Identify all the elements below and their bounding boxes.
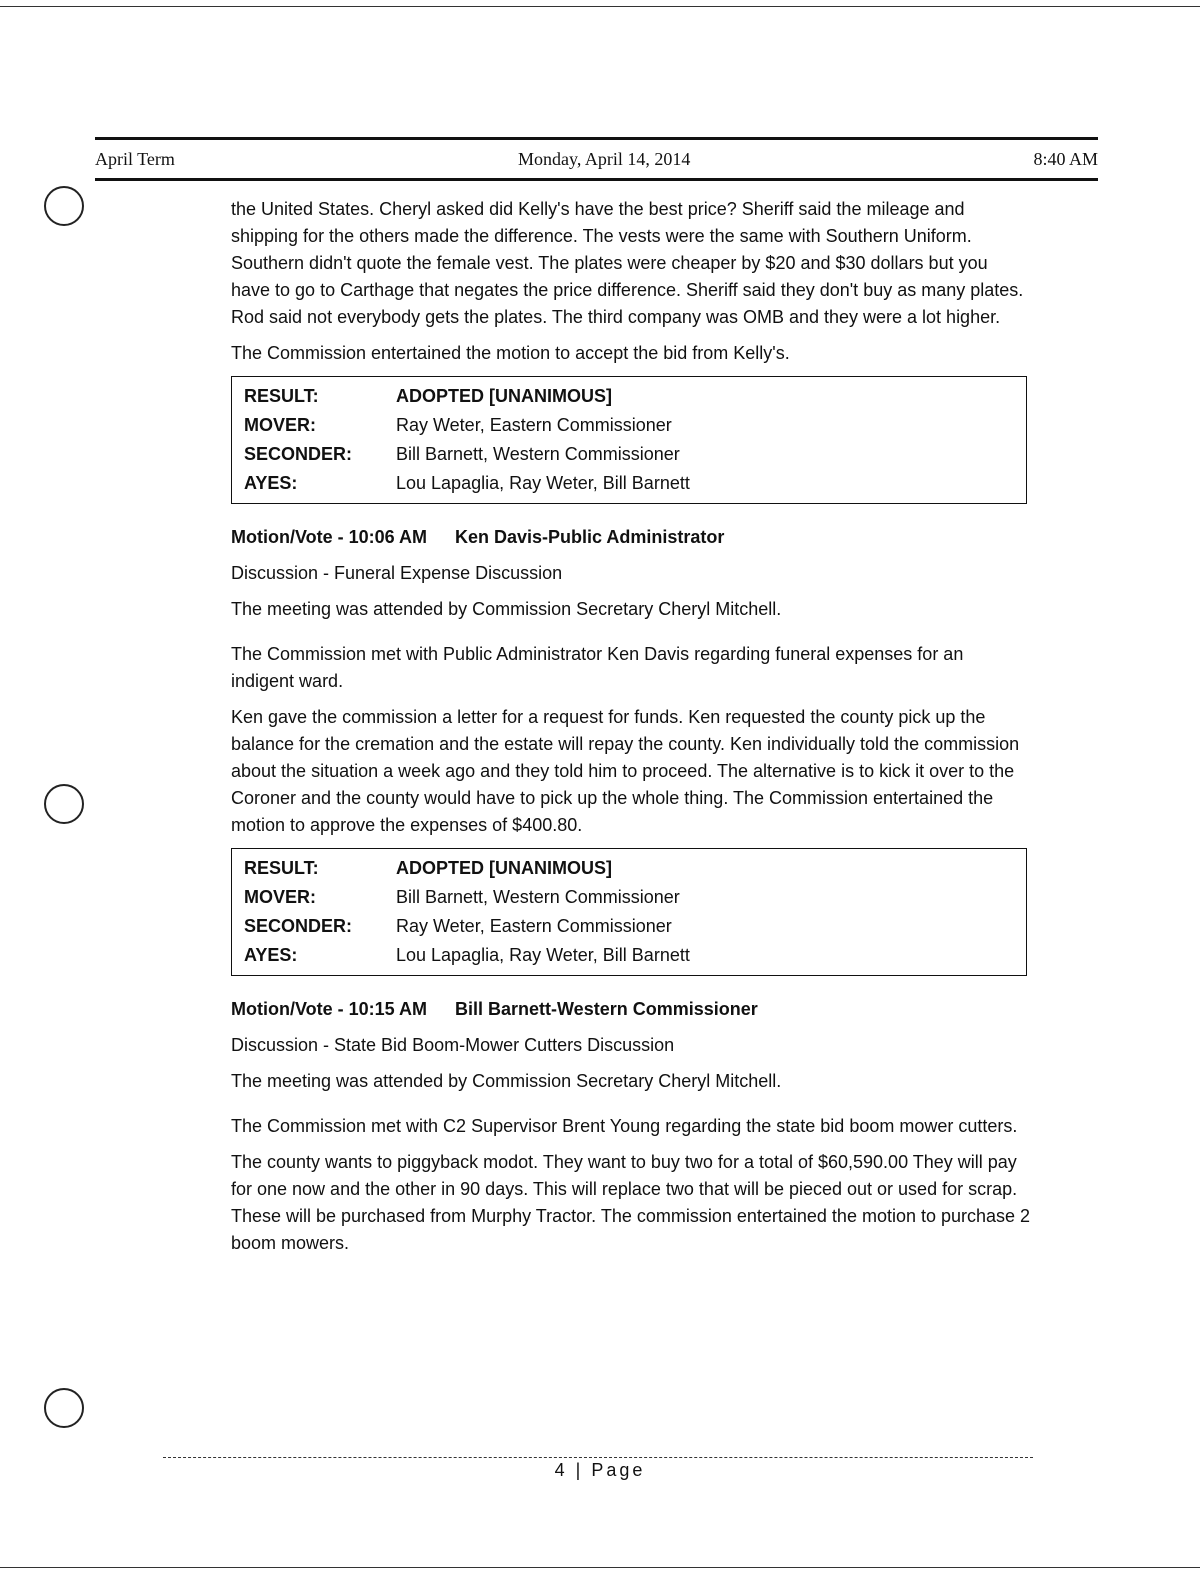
vote-seconder-value: Ray Weter, Eastern Commissioner	[396, 916, 672, 936]
section-paragraph: The Commission met with Public Administrator Ken Davis regarding funeral expenses for an indigent ward.	[231, 644, 964, 691]
vote-ayes-label: AYES:	[244, 473, 298, 493]
section-attended: The meeting was attended by Commission Secretary Cheryl Mitchell.	[231, 1071, 782, 1091]
header-date: Monday, April 14, 2014	[518, 148, 691, 169]
vote-ayes-row	[244, 469, 1014, 498]
vote-table-funeral-expense	[231, 848, 1027, 976]
scan-bottom-edge	[0, 1567, 1200, 1568]
vote-mover-row	[244, 411, 1014, 440]
vote-result-row	[244, 382, 1014, 411]
vote-mover-label: MOVER:	[244, 887, 316, 907]
vote-result-label: RESULT:	[244, 858, 319, 878]
vote-mover-row	[244, 883, 1014, 912]
header-term: April Term	[95, 148, 175, 169]
punch-hole-bottom	[44, 1388, 84, 1428]
vote-seconder-row	[244, 440, 1014, 469]
vote-result-value: ADOPTED [UNANIMOUS]	[396, 858, 612, 878]
section-motion-time: Motion/Vote - 10:06 AM	[231, 527, 428, 547]
section-title: Ken Davis-Public Administrator	[455, 527, 725, 547]
section-title: Bill Barnett-Western Commissioner	[455, 999, 758, 1019]
vote-result-label: RESULT:	[244, 386, 319, 406]
section-discussion: Discussion - State Bid Boom-Mower Cutters Discussion	[231, 1035, 675, 1055]
vote-table-kellys-bid	[231, 376, 1027, 504]
vote-mover-label: MOVER:	[244, 415, 316, 435]
vote-result-value: ADOPTED [UNANIMOUS]	[396, 386, 612, 406]
header-time: 8:40 AM	[1033, 148, 1098, 169]
vote-ayes-row	[244, 941, 1014, 970]
punch-hole-top	[44, 186, 84, 226]
section-paragraph: The Commission met with C2 Supervisor Brent Young regarding the state bid boom mower cutters.	[231, 1116, 1018, 1136]
vote-seconder-row	[244, 912, 1014, 941]
header-bottom-rule	[95, 178, 1098, 181]
header-row	[95, 140, 1098, 178]
intro-motion: The Commission entertained the motion to accept the bid from Kelly's.	[231, 343, 790, 363]
vote-ayes-label: AYES:	[244, 945, 298, 965]
minutes-content	[231, 196, 1031, 1266]
vote-mover-value: Bill Barnett, Western Commissioner	[396, 887, 680, 907]
section-heading-ken-davis	[231, 524, 1031, 551]
vote-seconder-label: SECONDER:	[244, 916, 353, 936]
scan-top-edge	[0, 6, 1200, 7]
punch-hole-middle	[44, 784, 84, 824]
vote-result-row	[244, 854, 1014, 883]
vote-seconder-value: Bill Barnett, Western Commissioner	[396, 444, 680, 464]
section-paragraph: Ken gave the commission a letter for a request for funds. Ken requested the county pick up the balance for the cremation and the estate will repay the county. Ken individually told the commission about the situation a week ago and they told him to proceed. The alternative is to kick it over to the Coroner and the county would have to pick up the whole thing. The Commission entertained the motion to approve the expenses of $400.80.	[231, 707, 1020, 835]
page-header	[95, 137, 1098, 181]
section-attended: The meeting was attended by Commission Secretary Cheryl Mitchell.	[231, 599, 782, 619]
page-number: 4 | Page	[554, 1460, 646, 1480]
section-discussion: Discussion - Funeral Expense Discussion	[231, 563, 563, 583]
vote-mover-value: Ray Weter, Eastern Commissioner	[396, 415, 672, 435]
intro-paragraph: the United States. Cheryl asked did Kelly's have the best price? Sheriff said the mileage and shipping for the others made the difference. The vests were the same with Southern Uniform. Southern didn't quote the female vest. The plates were cheaper by $20 and $30 dollars but you have to go to Carthage that negates the price difference. Sheriff said they don't buy as many plates. Rod said not everybody gets the plates. The third company was OMB and they were a lot higher.	[231, 199, 1024, 327]
vote-ayes-value: Lou Lapaglia, Ray Weter, Bill Barnett	[396, 945, 690, 965]
vote-seconder-label: SECONDER:	[244, 444, 353, 464]
section-paragraph: The county wants to piggyback modot. They want to buy two for a total of $60,590.00 They will pay for one now and the other in 90 days. This will replace two that will be pieced out or used for scrap. These will be purchased from Murphy Tractor. The commission entertained the motion to purchase 2 boom mowers.	[231, 1152, 1031, 1253]
footer-dashed-rule	[163, 1457, 1033, 1458]
vote-ayes-value: Lou Lapaglia, Ray Weter, Bill Barnett	[396, 473, 690, 493]
section-motion-time: Motion/Vote - 10:15 AM	[231, 999, 428, 1019]
section-heading-bill-barnett	[231, 996, 1031, 1023]
